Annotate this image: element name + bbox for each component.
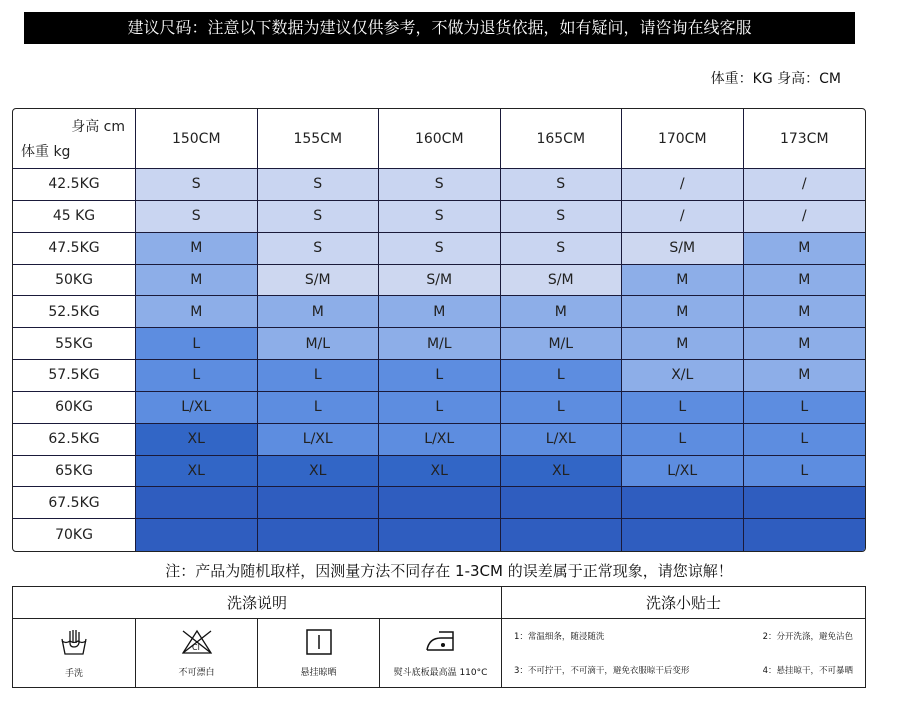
weight-label: 52.5KG	[13, 296, 136, 328]
size-cell: M	[379, 296, 501, 328]
size-cell: XL	[501, 456, 623, 488]
size-cell	[136, 487, 258, 519]
size-cell: M	[744, 233, 866, 265]
care-item	[136, 619, 258, 687]
weight-label: 45 KG	[13, 201, 136, 233]
size-cell	[622, 487, 744, 519]
weight-label: 42.5KG	[13, 169, 136, 201]
height-header: 160CM	[379, 109, 501, 169]
size-cell	[744, 519, 866, 551]
size-cell	[379, 487, 501, 519]
size-cell: M	[744, 296, 866, 328]
hand-wash-icon	[59, 627, 89, 657]
size-cell	[744, 487, 866, 519]
size-cell: XL	[379, 456, 501, 488]
size-cell: S	[258, 201, 380, 233]
size-cell: S	[501, 169, 623, 201]
size-cell	[258, 487, 380, 519]
care-label: 熨斗底板最高温 110°C	[393, 667, 488, 678]
size-cell: L	[136, 360, 258, 392]
size-cell: M	[258, 296, 380, 328]
size-cell	[136, 519, 258, 551]
size-chart-table	[12, 108, 866, 552]
weight-axis-label: 体重 kg	[21, 144, 71, 161]
size-cell	[622, 519, 744, 551]
height-header: 150CM	[136, 109, 258, 169]
size-cell: L	[622, 392, 744, 424]
size-cell: M	[744, 265, 866, 297]
size-cell: S/M	[622, 233, 744, 265]
size-cell: L/XL	[136, 392, 258, 424]
care-instructions	[12, 586, 866, 688]
size-cell: S	[136, 201, 258, 233]
size-cell: S/M	[501, 265, 623, 297]
size-cell: M	[136, 296, 258, 328]
weight-label: 67.5KG	[13, 487, 136, 519]
size-cell: M	[622, 265, 744, 297]
tip-item: 2：分开洗涤，避免沾色	[762, 632, 853, 642]
size-cell: L	[744, 456, 866, 488]
height-header: 155CM	[258, 109, 380, 169]
size-cell: M	[136, 233, 258, 265]
size-cell: S	[501, 233, 623, 265]
size-cell: M/L	[258, 328, 380, 360]
size-cell: M	[744, 360, 866, 392]
size-cell: S	[379, 201, 501, 233]
weight-label: 62.5KG	[13, 424, 136, 456]
weight-label: 50KG	[13, 265, 136, 297]
size-cell: M/L	[379, 328, 501, 360]
size-cell: L/XL	[622, 456, 744, 488]
height-header: 165CM	[501, 109, 623, 169]
weight-label: 55KG	[13, 328, 136, 360]
size-cell: XL	[258, 456, 380, 488]
size-cell: M	[136, 265, 258, 297]
size-cell: S	[379, 169, 501, 201]
size-cell: M	[744, 328, 866, 360]
size-cell: /	[744, 201, 866, 233]
svg-text:Cl: Cl	[191, 642, 200, 652]
height-header: 170CM	[622, 109, 744, 169]
size-cell: S	[258, 169, 380, 201]
size-advice-banner: 建议尺码：注意以下数据为建议仅供参考，不做为退货依据，如有疑问，请咨询在线客服	[24, 12, 855, 44]
care-item	[380, 619, 502, 687]
tip-item: 3：不可拧干，不可滴干，避免衣服晾干后变形	[514, 666, 690, 676]
size-cell: M/L	[501, 328, 623, 360]
size-cell: L/XL	[258, 424, 380, 456]
tip-item: 4：悬挂晾干，不可暴晒	[762, 666, 853, 676]
care-item	[13, 619, 136, 687]
size-cell: L	[501, 360, 623, 392]
size-cell: S/M	[379, 265, 501, 297]
iron-icon	[423, 628, 459, 654]
size-cell: L	[379, 392, 501, 424]
size-cell	[379, 519, 501, 551]
units-label: 体重：KG 身高：CM	[710, 71, 841, 87]
size-cell: /	[744, 169, 866, 201]
size-cell: M	[622, 328, 744, 360]
care-label: 手洗	[64, 668, 83, 679]
tip-item: 1：常温细条，随浸随洗	[514, 632, 605, 642]
measurement-note: 注：产品为随机取样，因测量方法不同存在 1-3CM 的误差属于正常现象，请您谅解！	[165, 562, 733, 580]
care-item	[258, 619, 380, 687]
size-cell	[258, 519, 380, 551]
washing-tips	[502, 619, 865, 687]
size-cell: S	[501, 201, 623, 233]
size-cell: XL	[136, 424, 258, 456]
size-cell: XL	[136, 456, 258, 488]
size-cell: M	[622, 296, 744, 328]
size-cell: L/XL	[379, 424, 501, 456]
size-cell	[501, 519, 623, 551]
size-cell: L	[258, 360, 380, 392]
weight-label: 60KG	[13, 392, 136, 424]
size-cell: /	[622, 169, 744, 201]
size-cell: L	[136, 328, 258, 360]
size-cell: L	[744, 424, 866, 456]
size-cell: S	[379, 233, 501, 265]
size-cell	[501, 487, 623, 519]
weight-label: 47.5KG	[13, 233, 136, 265]
size-cell: L	[258, 392, 380, 424]
size-cell: X/L	[622, 360, 744, 392]
hang-dry-icon	[304, 628, 334, 656]
size-cell: S/M	[258, 265, 380, 297]
size-cell: L	[501, 392, 623, 424]
care-label: 悬挂晾晒	[300, 668, 337, 679]
size-cell: S	[136, 169, 258, 201]
height-axis-label: 身高 cm	[71, 118, 125, 135]
size-cell: M	[501, 296, 623, 328]
height-header: 173CM	[744, 109, 866, 169]
size-cell: S	[258, 233, 380, 265]
care-label: 不可漂白	[178, 668, 215, 679]
weight-label: 65KG	[13, 456, 136, 488]
no-bleach-icon	[179, 628, 215, 656]
weight-label: 70KG	[13, 519, 136, 551]
size-cell: L	[379, 360, 501, 392]
size-cell: L	[744, 392, 866, 424]
corner-header	[13, 109, 136, 169]
size-cell: /	[622, 201, 744, 233]
size-cell: L	[622, 424, 744, 456]
weight-label: 57.5KG	[13, 360, 136, 392]
care-title: 洗涤说明	[13, 587, 502, 619]
tips-title: 洗涤小贴士	[502, 587, 865, 619]
size-cell: L/XL	[501, 424, 623, 456]
